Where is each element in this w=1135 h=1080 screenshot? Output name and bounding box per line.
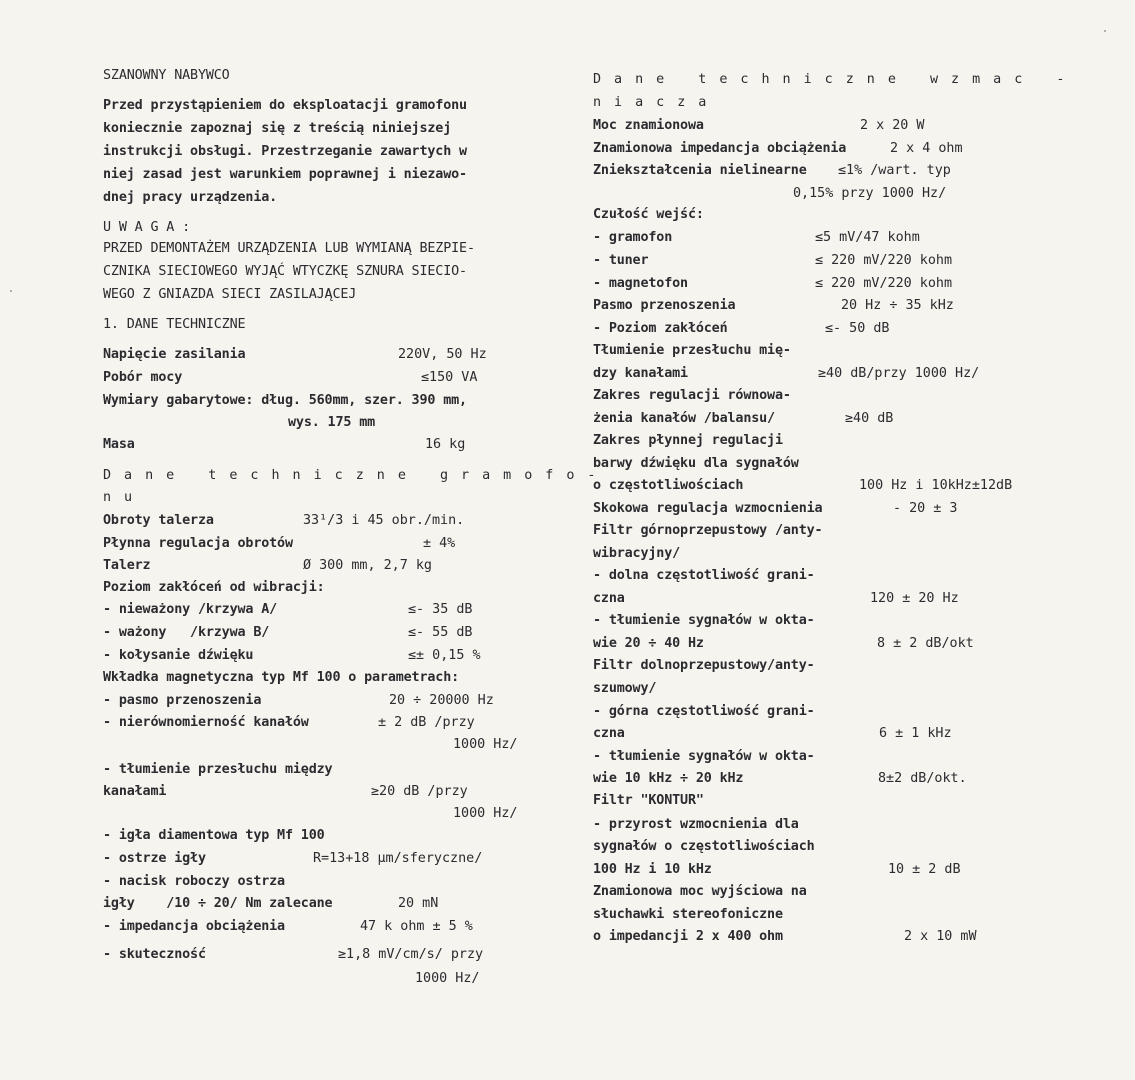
amplifier-spec-value: 100 Hz i 10kHz±12dB [859,478,1013,493]
amplifier-spec-label: żenia kanałów /balansu/ [593,411,775,426]
amplifier-spec-value: 6 ± 1 kHz [879,726,952,741]
intro-line: koniecznie zapoznaj się z treścią niniejszej [103,121,452,136]
amplifier-spec-label: - magnetofon [593,276,688,291]
section-title: 1. DANE TECHNICZNE [103,317,246,332]
amplifier-spec-label: Czułość wejść: [593,207,704,222]
turntable-spec-value: Ø 300 mm, 2,7 kg [303,558,432,573]
turntable-spec-value: ≥1,8 mV/cm/s/ przy [338,947,484,962]
amplifier-spec-label: Znamionowa impedancja obciążenia [593,141,847,156]
turntable-spec-value: 47 k ohm ± 5 % [360,919,473,934]
amplifier-spec-label: Zakres regulacji równowa- [593,388,791,403]
amplifier-spec-value: 120 ± 20 Hz [870,591,959,606]
amplifier-spec-value: 20 Hz ÷ 35 kHz [841,298,954,313]
amplifier-spec-value: 8 ± 2 dB/okt [877,636,974,651]
amplifier-spec-label: dzy kanałami [593,366,688,381]
warning-line: PRZED DEMONTAŻEM URZĄDZENIA LUB WYMIANĄ BEZPIE- [103,241,475,256]
amplifier-spec-label: - tuner [593,253,649,268]
amplifier-spec-label: barwy dźwięku dla sygnałów [593,456,799,471]
turntable-spec-label: kanałami [103,784,167,799]
amplifier-spec-value: ≥40 dB [845,411,894,426]
amplifier-spec-label: - Poziom zakłóceń [593,321,728,336]
turntable-spec-label: - igła diamentowa typ Mf 100 [103,828,325,843]
amplifier-spec-label: - przyrost wzmocnienia dla [593,817,799,832]
turntable-spec-label: - ważony /krzywa B/ [103,625,270,640]
amplifier-spec-label: o impedancji 2 x 400 ohm [593,929,783,944]
amplifier-spec-label: - tłumienie sygnałów w okta- [593,613,815,628]
amplifier-spec-label: sygnałów o częstotliwościach [593,839,815,854]
amplifier-spec-label: 100 Hz i 10 kHz [593,862,712,877]
amplifier-spec-label: Filtr "KONTUR" [593,793,704,808]
amplifier-spec-label: Filtr dolnoprzepustowy/anty- [593,658,815,673]
turntable-spec-value: 1000 Hz/ [415,971,480,986]
turntable-spec-label: Płynna regulacja obrotów [103,536,293,551]
amplifier-spec-value: ≤ 220 mV/220 kohm [815,253,953,268]
spec-value: ≤150 VA [421,370,478,385]
amplifier-title: Dane techniczne wzmac - [593,72,1078,87]
amplifier-spec-label: - górna częstotliwość grani- [593,704,815,719]
turntable-spec-label: - impedancja obciążenia [103,919,285,934]
turntable-spec-value: ≤± 0,15 % [408,648,481,663]
amplifier-spec-value: - 20 ± 3 [893,501,958,516]
turntable-spec-value: ≤- 55 dB [408,625,473,640]
paper-speck [1104,30,1106,32]
amplifier-spec-label: szumowy/ [593,681,657,696]
turntable-spec-label: - tłumienie przesłuchu między [103,762,333,777]
amplifier-spec-label: - tłumienie sygnałów w okta- [593,749,815,764]
intro-line: dnej pracy urządzenia. [103,190,278,205]
turntable-spec-value: 1000 Hz/ [453,737,518,752]
amplifier-spec-value: ≤5 mV/47 kohm [815,230,920,245]
spec-label: Napięcie zasilania [103,347,246,362]
amplifier-spec-label: Pasmo przenoszenia [593,298,736,313]
amplifier-spec-label: Moc znamionowa [593,118,704,133]
amplifier-spec-label: o częstotliwościach [593,478,744,493]
amplifier-spec-value: ≤ 220 mV/220 kohm [815,276,953,291]
turntable-spec-value: ≤- 35 dB [408,602,473,617]
amplifier-title: niacza [593,95,720,110]
amplifier-spec-value: 2 x 20 W [860,118,925,133]
turntable-spec-label: - pasmo przenoszenia [103,693,262,708]
intro-line: instrukcji obsługi. Przestrzeganie zawartych w [103,144,467,159]
turntable-title: nu [103,490,146,505]
turntable-spec-value: 20 ÷ 20000 Hz [389,693,494,708]
amplifier-spec-value: 8±2 dB/okt. [878,771,967,786]
amplifier-spec-label: czna [593,726,625,741]
warning-line: CZNIKA SIECIOWEGO WYJĄĆ WTYCZKĘ SZNURA SIECIO- [103,264,467,279]
turntable-spec-value: ± 4% [423,536,456,551]
turntable-title: Dane techniczne gramofo- [103,468,609,483]
amplifier-spec-label: Filtr górnoprzepustowy /anty- [593,523,823,538]
turntable-spec-label: - ostrze igły [103,851,206,866]
turntable-spec-value: 33¹/3 i 45 obr./min. [303,513,465,528]
turntable-spec-label: - nieważony /krzywa A/ [103,602,278,617]
turntable-spec-label: - nierównomierność kanałów [103,715,309,730]
amplifier-spec-label: wie 20 ÷ 40 Hz [593,636,704,651]
spec-value: 220V, 50 Hz [398,347,487,362]
amplifier-spec-label: - gramofon [593,230,673,245]
turntable-spec-value: ± 2 dB /przy [378,715,475,730]
amplifier-spec-value: 2 x 4 ohm [890,141,963,156]
turntable-spec-label: Poziom zakłóceń od wibracji: [103,580,325,595]
intro-line: Przed przystąpieniem do eksploatacji gramofonu [103,98,467,113]
spec-label: Wymiary gabarytowe: dług. 560mm, szer. 390 mm, [103,393,467,408]
turntable-spec-value: ≥20 dB /przy [371,784,468,799]
turntable-spec-value: R=13+18 µm/sferyczne/ [313,851,483,866]
amplifier-spec-value: 2 x 10 mW [904,929,977,944]
spec-label: Masa [103,437,135,452]
turntable-spec-label: - nacisk roboczy ostrza [103,874,285,889]
turntable-spec-label: - kołysanie dźwięku [103,648,254,663]
amplifier-spec-label: czna [593,591,625,606]
amplifier-spec-value: ≤1% /wart. typ [838,163,951,178]
amplifier-spec-label: Zniekształcenia nielinearne [593,163,807,178]
turntable-spec-label: Talerz [103,558,151,573]
amplifier-spec-value: ≤- 50 dB [825,321,890,336]
amplifier-spec-label: Znamionowa moc wyjściowa na [593,884,807,899]
turntable-spec-value: 20 mN [398,896,439,911]
turntable-spec-label: igły /10 ÷ 20/ Nm zalecane [103,896,333,911]
spec-value: 16 kg [425,437,466,452]
turntable-spec-value: 1000 Hz/ [453,806,518,821]
turntable-spec-label: Wkładka magnetyczna typ Mf 100 o parametrach: [103,670,460,685]
warning-line: WEGO Z GNIAZDA SIECI ZASILAJĄCEJ [103,287,357,302]
amplifier-spec-value: 10 ± 2 dB [888,862,961,877]
spec-label: Pobór mocy [103,370,183,385]
turntable-spec-label: - skuteczność [103,947,206,962]
amplifier-spec-label: Tłumienie przesłuchu mię- [593,343,791,358]
amplifier-spec-label: Skokowa regulacja wzmocnienia [593,501,823,516]
amplifier-spec-label: wibracyjny/ [593,546,681,561]
spec-label: wys. 175 mm [288,415,376,430]
amplifier-spec-label: Zakres płynnej regulacji [593,433,783,448]
amplifier-spec-value: 0,15% przy 1000 Hz/ [793,186,947,201]
turntable-spec-label: Obroty talerza [103,513,214,528]
amplifier-spec-label: - dolna częstotliwość grani- [593,568,815,583]
warning-title: U W A G A : [103,220,191,235]
greeting-heading: SZANOWNY NABYWCO [103,68,230,83]
intro-line: niej zasad jest warunkiem poprawnej i niezawo- [103,167,467,182]
amplifier-spec-label: słuchawki stereofoniczne [593,907,783,922]
amplifier-spec-label: wie 10 kHz ÷ 20 kHz [593,771,744,786]
amplifier-spec-value: ≥40 dB/przy 1000 Hz/ [818,366,980,381]
paper-speck [10,290,12,292]
